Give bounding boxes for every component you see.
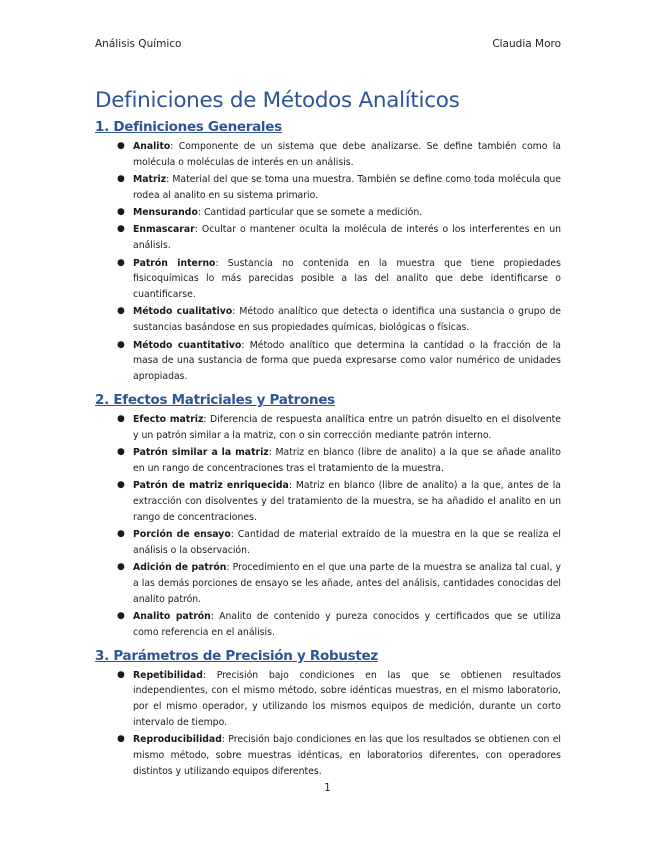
bullet-icon: ●	[117, 669, 125, 680]
document-title: Definiciones de Métodos Analíticos	[95, 88, 460, 113]
definition-text: : Componente de un sistema que debe analizarse. Se define también como la molécula o moléculas de interés en un análisis.	[133, 141, 561, 168]
definition-list	[95, 668, 561, 780]
definition-item	[95, 304, 561, 336]
definition-term: Método cualitativo	[133, 306, 233, 318]
definition-item	[95, 478, 561, 525]
definition-item	[95, 412, 561, 444]
definition-term: Analito	[133, 141, 171, 152]
definition-text: : Precisión bajo condiciones en las que los resultados se obtienen con el mismo método, sobre muestras idénticas, en laboratorios diferentes, con operadores distintos y utilizando equipos diferentes.	[133, 734, 561, 777]
definition-item	[95, 732, 561, 779]
definition-item	[95, 205, 561, 221]
definition-item	[95, 445, 561, 477]
definition-item	[95, 338, 561, 385]
section-heading: 2. Efectos Matriciales y Patrones	[95, 391, 335, 408]
page-number: 1	[324, 782, 331, 794]
bullet-icon: ●	[117, 224, 125, 235]
bullet-icon: ●	[117, 141, 125, 151]
definition-text: : Método analítico que detecta o identifica una sustancia o grupo de sustancias basándose en sus propiedades químicas, biológicas o físicas.	[133, 306, 561, 334]
bullet-icon: ●	[117, 611, 125, 622]
definition-item	[95, 172, 561, 204]
definition-text: : Matriz en blanco (libre de analito) a la que, antes de la extracción con disolventes y del tratamiento de la muestra, se ha añadido el analito en un rango de concentraciones.	[133, 480, 561, 523]
definition-term: Patrón interno	[133, 257, 216, 269]
section-heading: 1. Definiciones Generales	[95, 119, 282, 135]
definition-item	[95, 560, 561, 607]
definition-text: : Procedimiento en el que una parte de la muestra se analiza tal cual, y a las demás porciones de ensayo se les añade, antes del análisis, cantidades conocidas del analito patrón.	[133, 562, 562, 605]
sections-container	[95, 119, 561, 780]
definition-item	[95, 527, 561, 559]
definition-term: Reproducibilidad	[133, 734, 222, 746]
bullet-icon: ●	[117, 174, 125, 185]
bullet-icon: ●	[117, 447, 125, 458]
definition-term: Enmascarar	[133, 224, 195, 236]
definition-term: Mensurando	[133, 207, 198, 219]
definition-text: : Sustancia no contenida en la muestra que tiene propiedades fisicoquímicas lo más parecidas posible a las del analito que debe identificarse o cuantificarse.	[133, 257, 561, 301]
header-author: Claudia Moro	[492, 38, 561, 50]
definition-term: Patrón similar a la matriz	[133, 447, 269, 459]
definition-text: : Ocultar o mantener oculta la molécula de interés o los interferentes en un análisis.	[133, 224, 561, 252]
definition-text: : Método analítico que determina la cantidad o la fracción de la masa de una sustancia de forma que pueda expresarse como valor numérico de unidades apropiadas.	[133, 339, 561, 383]
bullet-icon: ●	[117, 480, 125, 491]
definition-term: Analito patrón	[133, 611, 211, 623]
definition-text: : Material del que se toma una muestra. También se define como toda molécula que rodea al analito en su sistema primario.	[133, 174, 561, 201]
definition-term: Patrón de matriz enriquecida	[133, 480, 289, 492]
definition-list	[95, 139, 561, 385]
section-heading: 3. Parámetros de Precisión y Robustez	[95, 647, 378, 664]
document-body	[95, 88, 561, 787]
definition-item	[95, 668, 561, 731]
definition-text: : Diferencia de respuesta analítica entre un patrón disuelto en el disolvente y un patrón similar a la matriz, con o sin corrección mediante patrón interno.	[133, 413, 562, 441]
definition-term: Adición de patrón	[133, 562, 227, 574]
definition-text: : Matriz en blanco (libre de analito) a la que se añade analito en un rango de concentraciones tras el tratamiento de la muestra.	[133, 447, 561, 474]
definition-item	[95, 256, 561, 303]
definition-list	[95, 412, 561, 641]
bullet-icon: ●	[117, 306, 125, 317]
definition-item	[95, 609, 561, 641]
definition-text: : Cantidad de material extraído de la muestra en la que se realiza el análisis o la observación.	[133, 529, 561, 556]
bullet-icon: ●	[117, 257, 125, 268]
bullet-icon: ●	[117, 562, 125, 573]
definition-term: Porción de ensayo	[133, 529, 231, 541]
definition-term: Matriz	[133, 174, 167, 186]
bullet-icon: ●	[117, 413, 125, 424]
definition-term: Repetibilidad	[133, 669, 203, 681]
bullet-icon: ●	[117, 734, 125, 745]
definition-text: : Cantidad particular que se somete a medición.	[197, 207, 423, 219]
bullet-icon: ●	[117, 339, 125, 350]
definition-text: : Analito de contenido y pureza conocidos y certificados que se utiliza como referencia en el análisis.	[133, 611, 562, 638]
definition-item	[95, 222, 561, 254]
definition-term: Efecto matriz	[133, 413, 204, 425]
definition-term: Método cuantitativo	[133, 339, 242, 351]
bullet-icon: ●	[117, 207, 125, 218]
definition-text: : Precisión bajo condiciones en las que se obtienen resultados independientes, con el mismo método, sobre idénticas muestras, en el mismo laboratorio, por el mismo operador, y utilizando los mismos equipos de medición, durante un corto intervalo de tiempo.	[133, 669, 561, 728]
header-subject: Análisis Químico	[95, 38, 182, 50]
bullet-icon: ●	[117, 529, 125, 540]
definition-item	[95, 139, 561, 171]
